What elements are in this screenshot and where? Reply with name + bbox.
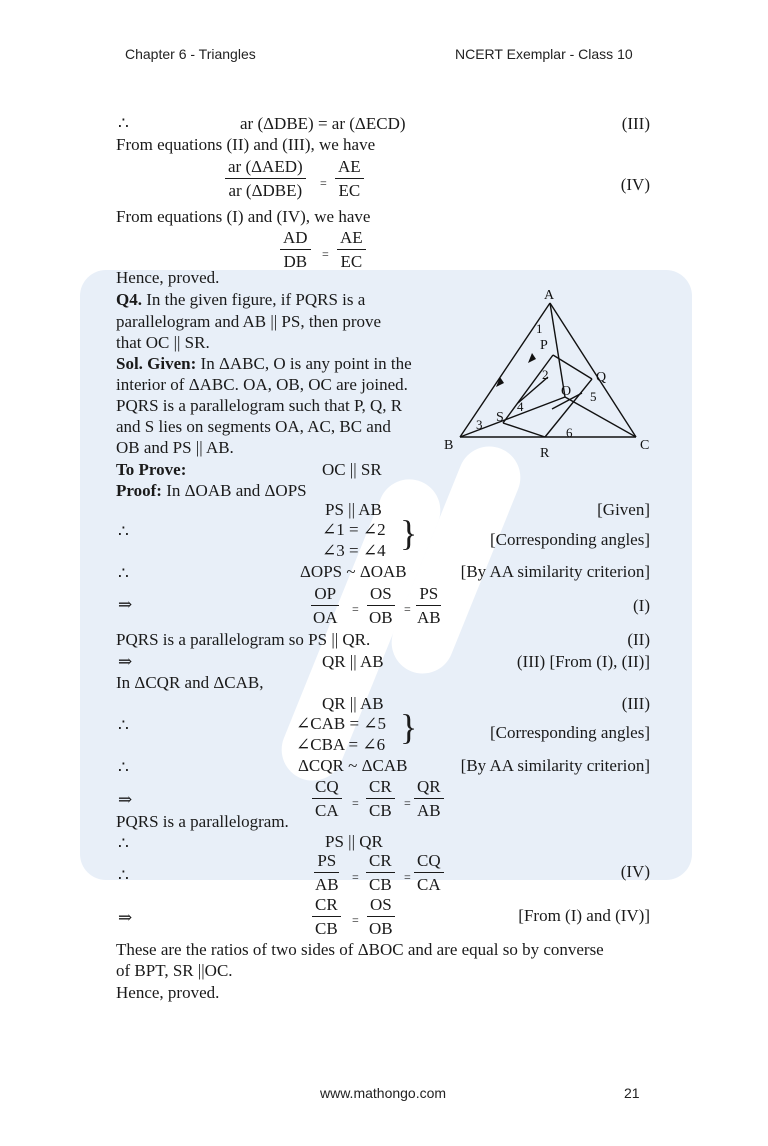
question-text: parallelogram and AB || PS, then prove bbox=[116, 312, 382, 331]
reason: [By AA similarity criterion] bbox=[460, 756, 650, 775]
fraction: $\frac{OS}{OB}$ bbox=[366, 584, 396, 627]
brace: } bbox=[400, 707, 418, 747]
solution-text: and S lies on segments OA, AC, BC and bbox=[116, 417, 391, 436]
proof-line: ΔOPS ~ ΔOAB bbox=[300, 562, 407, 581]
angle-label: 5 bbox=[590, 389, 597, 404]
fraction: $\frac{CR}{CB}$ bbox=[366, 851, 395, 894]
proof-text: Proof: In ΔOAB and ΔOPS bbox=[116, 481, 307, 500]
equation-tag: (IV) bbox=[620, 175, 650, 194]
therefore-symbol: ∴ bbox=[118, 114, 129, 133]
reason: [Corresponding angles] bbox=[489, 723, 650, 742]
fraction: $\frac{PS}{AB}$ bbox=[315, 851, 339, 894]
question-text: that OC || SR. bbox=[116, 333, 210, 352]
footer-website: www.mathongo.com bbox=[320, 1085, 447, 1101]
vertex-label: C bbox=[640, 438, 650, 453]
fraction: $\frac{AE}{EC}$ bbox=[335, 157, 364, 200]
therefore-symbol: ∴ bbox=[118, 866, 129, 885]
vertex-label: S bbox=[496, 410, 504, 425]
therefore-symbol: ∴ bbox=[118, 564, 129, 583]
equation-tag: (IV) bbox=[620, 862, 650, 881]
reason: [By AA similarity criterion] bbox=[460, 562, 650, 581]
fraction: $\frac{OP}{OA}$ bbox=[313, 584, 338, 627]
fraction: $\frac{CR}{CB}$ bbox=[312, 895, 341, 938]
equation-line: ar (ΔDBE) = ar (ΔECD) bbox=[240, 114, 406, 133]
proof-line: ∠1 = ∠2 bbox=[322, 520, 386, 539]
text-line: Hence, proved. bbox=[116, 268, 220, 287]
header-book: NCERT Exemplar - Class 10 bbox=[455, 46, 633, 62]
conclusion-text: of BPT, SR ||OC. bbox=[116, 961, 233, 980]
reason: [Given] bbox=[597, 500, 650, 519]
solution-text: interior of ΔABC. OA, OB, OC are joined. bbox=[116, 375, 408, 394]
text-line: From equations (I) and (IV), we have bbox=[116, 207, 371, 226]
brace: } bbox=[400, 513, 418, 553]
implies-symbol: ⇒ bbox=[118, 595, 133, 614]
proof-line: ∠3 = ∠4 bbox=[322, 541, 386, 560]
fraction: $\frac{OS}{OB}$ bbox=[366, 895, 396, 938]
therefore-symbol: ∴ bbox=[118, 758, 129, 777]
text-line: From equations (II) and (III), we have bbox=[116, 135, 376, 154]
fraction: ar (ΔAED) ar (ΔDBE) bbox=[225, 157, 306, 200]
triangle-figure bbox=[440, 285, 660, 470]
angle-label: 3 bbox=[476, 417, 483, 432]
vertex-label: A bbox=[544, 288, 555, 303]
proof-line: PQRS is a parallelogram so PS || QR. bbox=[116, 630, 371, 649]
vertex-label: R bbox=[540, 446, 550, 461]
question-text: Q4. In the given figure, if PQRS is a bbox=[116, 290, 366, 309]
proof-line: In ΔCQR and ΔCAB, bbox=[116, 673, 264, 692]
angle-label: 6 bbox=[566, 425, 573, 440]
reason: (III) [From (I), (II)] bbox=[516, 652, 650, 671]
page-number: 21 bbox=[624, 1085, 640, 1101]
therefore-symbol: ∴ bbox=[118, 834, 129, 853]
reason: [Corresponding angles] bbox=[489, 530, 650, 549]
vertex-label: O bbox=[561, 384, 572, 399]
equation-tag: (II) bbox=[627, 630, 650, 649]
proof-line: ∠CBA = ∠6 bbox=[296, 735, 386, 754]
equation-tag: (I) bbox=[633, 596, 650, 615]
vertex-label: B bbox=[444, 438, 454, 453]
fraction: $\frac{CQ}{CA}$ bbox=[312, 777, 342, 820]
equation-tag: (III) bbox=[621, 694, 650, 713]
proof-line: PS || AB bbox=[325, 500, 382, 519]
vertex-label: Q bbox=[596, 370, 607, 385]
fraction: $\frac{QR}{AB}$ bbox=[414, 777, 444, 820]
reason: [From (I) and (IV)] bbox=[518, 906, 650, 925]
therefore-symbol: ∴ bbox=[118, 716, 129, 735]
angle-label: 4 bbox=[517, 399, 524, 414]
proof-line: PS || QR bbox=[325, 832, 383, 851]
fraction: $\frac{CR}{CB}$ bbox=[366, 777, 395, 820]
to-prove-label: To Prove: bbox=[116, 460, 187, 479]
solution-text: Sol. Given: In ΔABC, O is any point in the bbox=[116, 354, 412, 373]
to-prove-value: OC || SR bbox=[322, 460, 382, 479]
vertex-label: P bbox=[540, 338, 548, 353]
implies-symbol: ⇒ bbox=[118, 908, 133, 927]
proof-line: QR || AB bbox=[322, 652, 384, 671]
fraction: $\frac{PS}{AB}$ bbox=[417, 584, 441, 627]
fraction: $\frac{CQ}{CA}$ bbox=[414, 851, 444, 894]
proof-line: ∠CAB = ∠5 bbox=[296, 714, 387, 733]
equation-tag: (III) bbox=[621, 114, 650, 133]
proof-line: ΔCQR ~ ΔCAB bbox=[298, 756, 408, 775]
implies-symbol: ⇒ bbox=[118, 652, 133, 671]
header-chapter: Chapter 6 - Triangles bbox=[125, 46, 256, 62]
fraction: $\frac{AD}{DB}$ bbox=[280, 228, 311, 271]
proof-line: PQRS is a parallelogram. bbox=[116, 812, 289, 831]
solution-text: PQRS is a parallelogram such that P, Q, R bbox=[116, 396, 403, 415]
proof-line: QR || AB bbox=[322, 694, 384, 713]
implies-symbol: ⇒ bbox=[118, 790, 133, 809]
therefore-symbol: ∴ bbox=[118, 522, 129, 541]
fraction: $\frac{AE}{EC}$ bbox=[337, 228, 366, 271]
conclusion-text: These are the ratios of two sides of ΔBOC and are equal so by converse bbox=[116, 940, 604, 959]
angle-label: 2 bbox=[542, 367, 549, 382]
solution-text: OB and PS || AB. bbox=[116, 438, 234, 457]
conclusion-text: Hence, proved. bbox=[116, 983, 220, 1002]
angle-label: 1 bbox=[536, 321, 543, 336]
